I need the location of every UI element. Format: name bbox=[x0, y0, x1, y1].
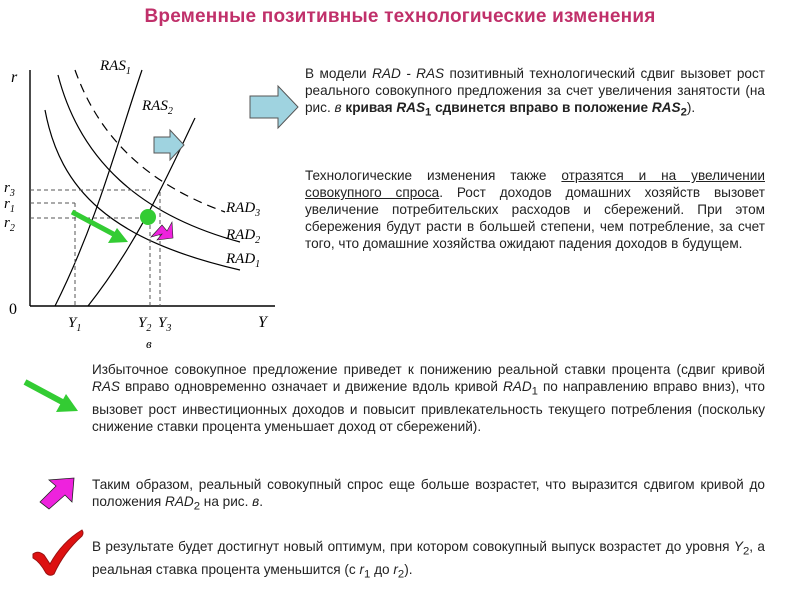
origin-label: 0 bbox=[9, 301, 17, 318]
y3-label: $Y_3$ bbox=[158, 315, 172, 334]
r1-label: $r_1$ bbox=[4, 196, 15, 215]
paragraph-demand: Технологические изменения также отразятся и на увеличении совокупного спроса. Рост доходов домашних хозяйств вызовет увеличение потребительских расходов и сбережений. При этом сбережения будут расти в большей степени, чем потребление, за счет того, что домашние хозяйства ожидают падения доходов в будущем. bbox=[305, 168, 765, 251]
y2-label: $Y_2$ bbox=[138, 315, 152, 334]
equilibrium-point bbox=[140, 209, 156, 225]
red-checkmark-icon bbox=[30, 528, 86, 578]
x-axis-label: Y bbox=[258, 314, 267, 331]
r2-label: $r_2$ bbox=[4, 215, 15, 234]
page-title: Временные позитивные технологические изменения bbox=[144, 6, 656, 27]
paragraph-new-optimum: В результате будет достигнут новый оптимум, при котором совокупный выпуск возрастет до уровня $Y_2$, а реальная ставка процента уменьшится (с $r_1$ до $r_2$). bbox=[92, 539, 765, 581]
blue-right-arrow-icon bbox=[248, 84, 300, 130]
ras1-label: $RAS_1$ bbox=[100, 58, 131, 77]
blue-right-arrow-icon bbox=[152, 128, 186, 162]
rad3-label: $RAD_3$ bbox=[226, 200, 261, 219]
paragraph-rad-shift: Таким образом, реальный совокупный спрос еще больше возрастет, что выразится сдвигом кривой до положения $RAD_2$ на рис. в. bbox=[92, 477, 765, 513]
rad2-label: $RAD_2$ bbox=[226, 227, 261, 246]
r3-label: $r_3$ bbox=[4, 180, 15, 199]
rad1-label: $RAD_1$ bbox=[226, 251, 261, 270]
magenta-arrow-in-graph bbox=[151, 222, 173, 240]
green-diagonal-arrow-icon bbox=[22, 378, 82, 416]
rad3-curve bbox=[75, 70, 225, 212]
ras2-label: $RAS_2$ bbox=[142, 98, 173, 117]
magenta-diagonal-arrow-icon bbox=[38, 476, 78, 510]
y1-label: $Y_1$ bbox=[68, 315, 82, 334]
paragraph-excess-supply: Избыточное совокупное предложение приведет к понижению реальной ставки процента (сдвиг кривой RAS вправо одновременно означает и движение вдоль кривой $RAD_1$ по направлению вправо вниз), что вызовет рост инвестиционных доходов и повысит привлекательность текущего потребления (поскольку снижение ставки процента уменьшает доход от сбережений). bbox=[92, 362, 765, 434]
green-arrow-in-graph bbox=[72, 212, 128, 243]
figure-caption: в bbox=[146, 336, 152, 351]
paragraph-ras-shift: В модели RAD - RAS позитивный технологический сдвиг вызовет рост реального совокупного предложения за счет увеличения занятости (на рис. в кривая $RAS_1$ сдвинется вправо в положение $RAS_2$). bbox=[305, 66, 766, 119]
y-axis-label: r bbox=[11, 69, 18, 86]
